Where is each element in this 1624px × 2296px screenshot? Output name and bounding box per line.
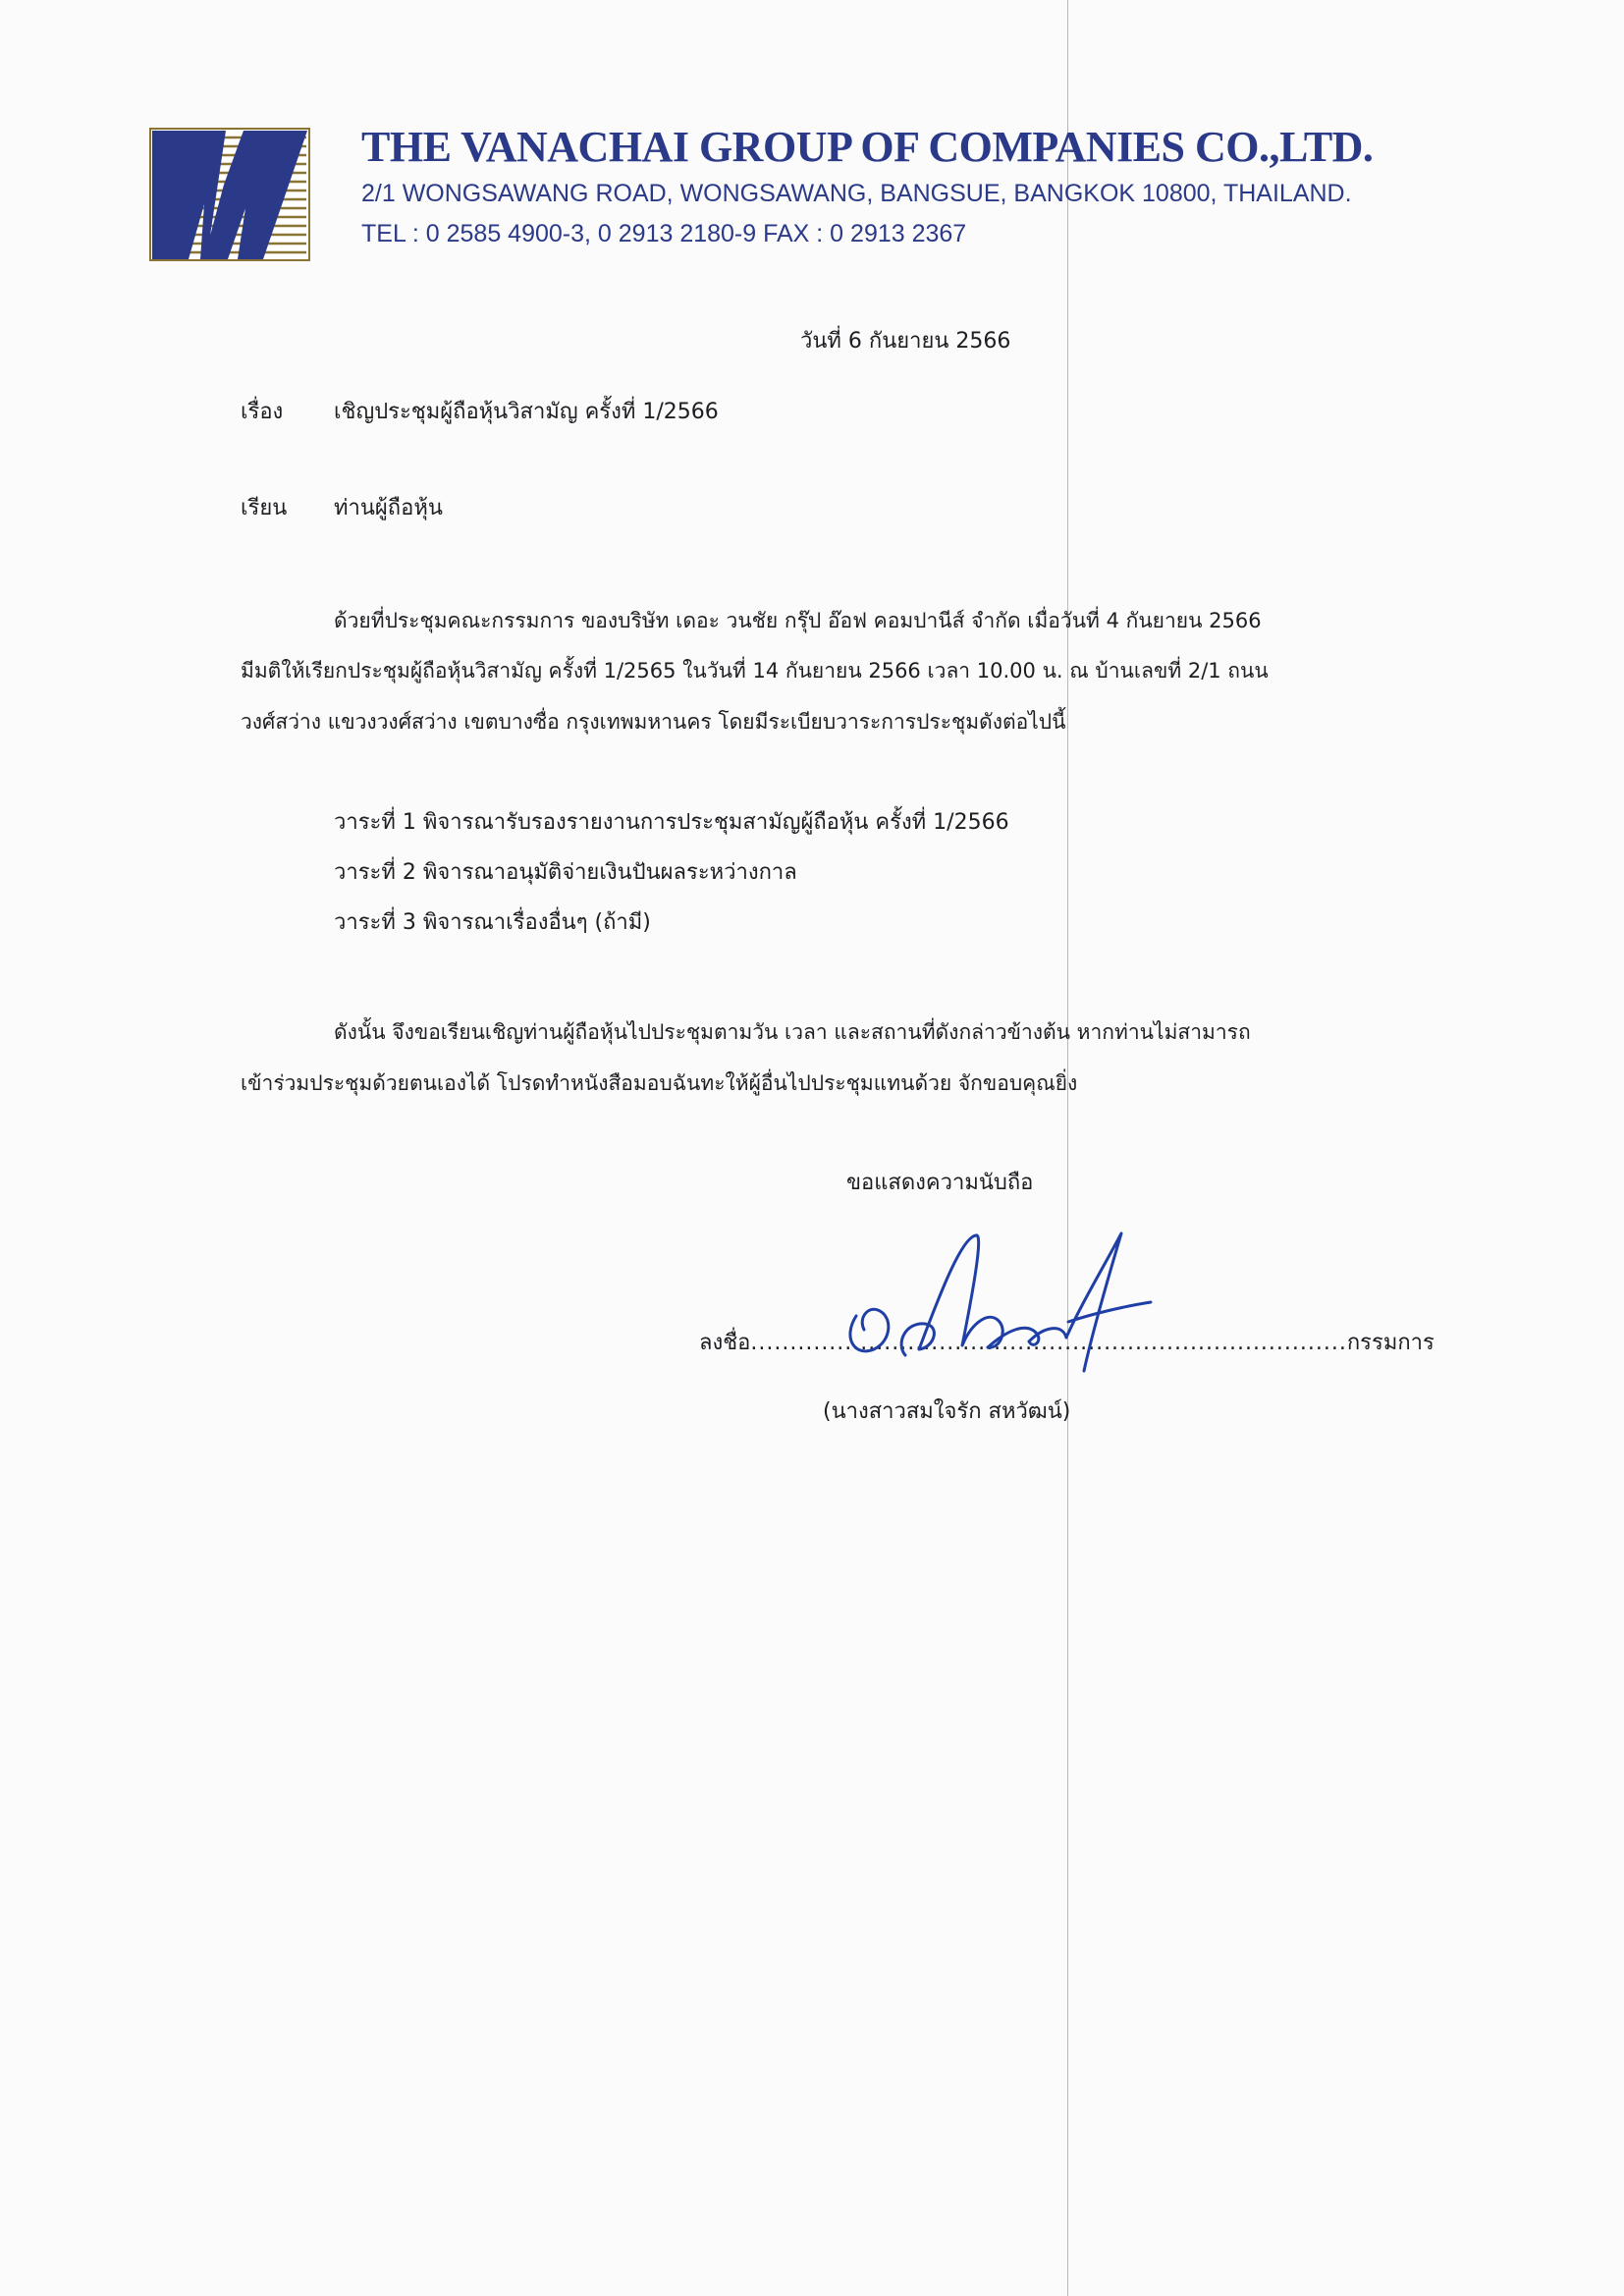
body-paragraph-1-line: ด้วยที่ประชุมคณะกรรมการ ของบริษัท เดอะ วนชัย กรุ๊ป อ๊อฟ คอมปานีส์ จำกัด เมื่อวันที่ 4 กันยายน 2566 [334,609,1262,632]
handwritten-signature [835,1228,1178,1375]
subject-label: เรื่อง [241,400,284,424]
signer-position: กรรมการ [1346,1331,1435,1355]
agenda-item: วาระที่ 1 พิจารณารับรองรายงานการประชุมสามัญผู้ถือหุ้น ครั้งที่ 1/2566 [334,810,1009,835]
agenda-item: วาระที่ 2 พิจารณาอนุมัติจ่ายเงินปันผลระหว่างกาล [334,860,797,885]
letter-date: วันที่ 6 กันยายน 2566 [800,329,1011,354]
closing-text: ขอแสดงความนับถือ [846,1171,1034,1195]
sign-label: ลงชื่อ [699,1331,751,1355]
body-paragraph-1-line: วงศ์สว่าง แขวงวงศ์สว่าง เขตบางซื่อ กรุงเทพมหานคร โดยมีระเบียบวาระการประชุมดังต่อไปนี้ [241,710,1066,734]
body-paragraph-2-line: เข้าร่วมประชุมด้วยตนเองได้ โปรดทำหนังสือมอบฉันทะให้ผู้อื่นไปประชุมแทนด้วย จักขอบคุณยิ่ง [241,1071,1078,1095]
company-contact: TEL : 0 2585 4900-3, 0 2913 2180-9 FAX : 0 2913 2367 [361,220,967,247]
signature-dots: ............................................................................ [750,1331,1347,1355]
company-address: 2/1 WONGSAWANG ROAD, WONGSAWANG, BANGSUE, BANGKOK 10800, THAILAND. [361,180,1352,207]
body-paragraph-1-line: มีมติให้เรียกประชุมผู้ถือหุ้นวิสามัญ ครั้งที่ 1/2565 ในวันที่ 14 กันยายน 2566 เวลา 10.00 น. ณ บ้านเลขที่ 2/1 ถนน [241,659,1269,683]
signer-name: (นางสาวสมใจรัก สหวัฒน์) [823,1399,1071,1424]
agenda-item: วาระที่ 3 พิจารณาเรื่องอื่นๆ (ถ้ามี) [334,910,651,935]
company-name: THE VANACHAI GROUP OF COMPANIES CO.,LTD. [361,123,1374,171]
page-fold-line [1067,0,1068,2296]
recipient-text: ท่านผู้ถือหุ้น [334,496,443,520]
body-paragraph-2-line: ดังนั้น จึงขอเรียนเชิญท่านผู้ถือหุ้นไปประชุมตามวัน เวลา และสถานที่ดังกล่าวข้างต้น หากท่านไม่สามารถ [334,1020,1251,1044]
vanachai-logo-icon [149,128,310,261]
subject-text: เชิญประชุมผู้ถือหุ้นวิสามัญ ครั้งที่ 1/2566 [334,400,719,424]
recipient-label: เรียน [241,496,288,520]
